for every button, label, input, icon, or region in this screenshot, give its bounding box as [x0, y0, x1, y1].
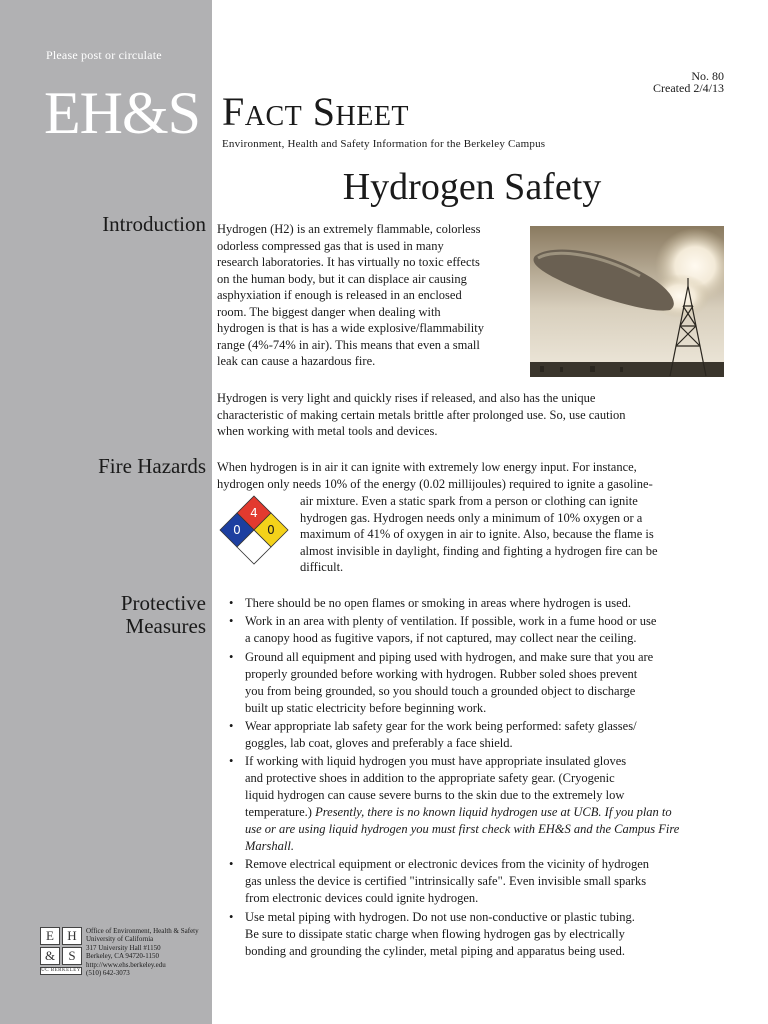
list-item — [227, 856, 727, 907]
text-line: • Work in an area with plenty of ventilation. If possible, work in a fume hood or use — [245, 614, 657, 629]
text-line: and protective shoes in addition to the appropriate safety gear. (Cryogenic — [245, 771, 615, 786]
brand-logo-text: EH&S — [44, 80, 201, 146]
text-line: almost invisible in daylight, finding and fighting a hydrogen fire can be — [300, 543, 658, 558]
list-item — [227, 718, 727, 752]
address-line: University of California — [86, 935, 154, 944]
fire-hazards-body — [300, 493, 730, 576]
logo-cell: S — [62, 947, 82, 965]
text-line: maximum of 41% of oxygen in air to ignite. Also, because the flame is — [300, 527, 654, 541]
text-line: goggles, lab coat, gloves and preferably a face shield. — [245, 735, 513, 750]
nfpa-diamond-icon — [219, 495, 289, 565]
label-line: Protective — [120, 591, 206, 615]
airship-explosion-photo — [530, 226, 724, 377]
italic-note: Presently, there is no known liquid hydrogen use at UCB. If you plan to — [315, 805, 672, 820]
phone-number: (510) 642-3073 — [86, 969, 130, 978]
text-line: asphyxiation if enough is released in an enclosed — [217, 288, 462, 302]
list-item — [227, 649, 727, 717]
label-line: Measures — [125, 614, 206, 638]
text-line: • Wear appropriate lab safety gear for the work being performed: safety glasses/ — [245, 718, 637, 733]
post-note: Please post or circulate — [46, 48, 162, 62]
intro-paragraph-2 — [217, 390, 727, 440]
text-line: characteristic of making certain metals brittle after prolonged use. So, use caution — [217, 407, 626, 422]
text-line: you from being grounded, so you should touch a grounded object to discharge — [245, 683, 636, 698]
text-line: hydrogen is that is has a wide explosive/flammability — [217, 321, 484, 335]
doc-number: No. 80 — [691, 69, 724, 83]
website-link[interactable]: http://www.ehs.berkeley.edu — [86, 960, 166, 969]
intro-paragraph-1 — [217, 221, 527, 370]
doc-meta — [653, 70, 724, 94]
text-line — [245, 804, 727, 821]
doc-created-date: Created 2/4/13 — [653, 81, 724, 95]
text-line: research laboratories. It has virtually no toxic effects — [217, 255, 480, 269]
doc-type-title: Fact Sheet — [222, 89, 410, 134]
text-line: bonding and grounding the cylinder, metal piping and apparatus being used. — [245, 943, 625, 958]
text-line: gas unless the device is certified "intrinsically safe". Even invisible small sparks — [245, 874, 647, 889]
text-line: Hydrogen is very light and quickly rises if released, and also has the unique — [217, 391, 596, 405]
logo-cell: & — [40, 947, 60, 965]
text-line: when working with metal tools and devices. — [217, 424, 438, 438]
text-line: Hydrogen (H2) is an extremely flammable, colorless — [217, 222, 481, 236]
doc-subtitle: Environment, Health and Safety Information for the Berkeley Campus — [222, 138, 546, 150]
italic-note: Marshall. — [245, 839, 294, 854]
text-line: • Ground all equipment and piping used with hydrogen, and make sure that you are — [245, 649, 654, 664]
nfpa-fire-rating: 4 — [250, 506, 258, 520]
sidebar-band — [0, 0, 212, 1024]
address-line: Office of Environment, Health & Safety — [86, 927, 199, 935]
text-line: room. The biggest danger when dealing with — [217, 304, 441, 319]
text-line: When hydrogen is in air it can ignite with extremely low energy input. For instance, — [217, 460, 637, 474]
text-line: a canopy hood as fugitive vapors, if not captured, may collect near the ceiling. — [245, 631, 637, 646]
text-line: • Use metal piping with hydrogen. Do not use non-conductive or plastic tubing. — [245, 909, 635, 924]
text-line: built up static electricity before beginning work. — [245, 700, 487, 715]
section-label-introduction: Introduction — [102, 212, 206, 236]
page-title: Hydrogen Safety — [342, 166, 602, 208]
section-label-protective-measures — [121, 592, 206, 638]
section-label-fire-hazards: Fire Hazards — [98, 454, 206, 478]
text-line: properly grounded before working with hydrogen. Rubber soled shoes prevent — [245, 666, 638, 681]
text-line: from electronic devices could ignite hydrogen. — [245, 891, 479, 906]
text-line: • If working with liquid hydrogen you must have appropriate insulated gloves — [245, 754, 627, 769]
office-address — [86, 927, 210, 977]
list-item — [227, 909, 727, 960]
protective-measures-list — [227, 595, 727, 961]
logo-tag: UC BERKELEY — [41, 968, 81, 973]
text-line: range (4%-74% in air). This means that even a small — [217, 337, 480, 352]
list-item — [227, 613, 727, 647]
text-line: hydrogen only needs 10% of the energy (0.02 millijoules) required to ignite a gasoline- — [217, 476, 653, 491]
text-line: leak can cause a hazardous fire. — [217, 354, 376, 368]
ehs-logo — [40, 927, 82, 975]
text-line: odorless compressed gas that is used in many — [217, 238, 444, 253]
text-line: air mixture. Even a static spark from a person or clothing can ignite — [300, 494, 638, 508]
fire-hazards-intro — [217, 459, 732, 492]
text-line: difficult. — [300, 560, 344, 574]
italic-note: use or are using liquid hydrogen you must first check with EH&S and the Campus Fire — [245, 822, 680, 837]
text-line: on the human body, but it can displace air causing — [217, 271, 467, 286]
list-item — [227, 753, 727, 855]
address-line: 317 University Hall #1150 — [86, 943, 161, 952]
text-line: • There should be no open flames or smoking in areas where hydrogen is used. — [245, 596, 632, 610]
text-span: temperature.) — [245, 805, 316, 820]
nfpa-health-rating: 0 — [233, 523, 241, 537]
text-line: liquid hydrogen can cause severe burns to the skin due to the extremely low — [245, 788, 625, 803]
text-line: hydrogen gas. Hydrogen needs only a minimum of 10% oxygen or a — [300, 510, 643, 525]
address-line: Berkeley, CA 94720-1150 — [86, 952, 159, 961]
logo-cell: H — [62, 927, 82, 945]
text-line: Be sure to dissipate static charge when flowing hydrogen gas by electrically — [245, 926, 625, 941]
text-line: • Remove electrical equipment or electronic devices from the vicinity of hydrogen — [245, 857, 650, 872]
logo-cell: E — [40, 927, 60, 945]
nfpa-reactivity-rating: 0 — [267, 523, 275, 537]
list-item — [227, 595, 727, 612]
